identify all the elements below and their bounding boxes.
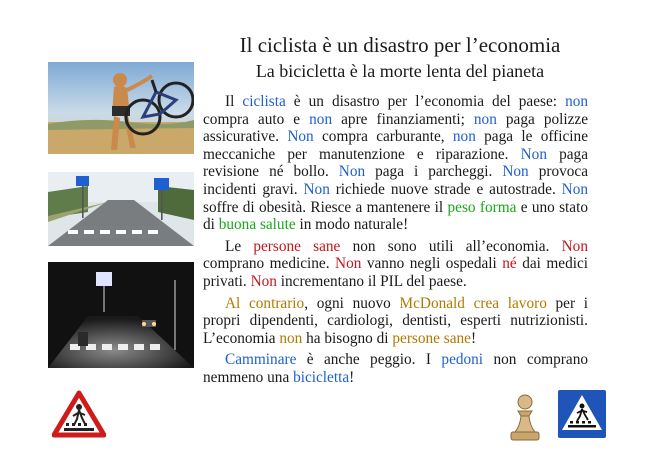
paragraph-4 [203,351,588,386]
chess-pawn-icon [506,392,544,444]
paragraph-1 [203,93,588,234]
text-run: dai medici privati. [203,255,589,290]
highlighted-text: Non [250,272,277,290]
highlighted-text: Non [287,128,314,146]
highlighted-text: Non [335,255,362,273]
highlighted-text: Non [520,145,547,163]
highlighted-text: pedoni [441,351,484,369]
highlighted-text: Non [303,180,330,198]
highlighted-text: non [452,128,476,146]
text-run: compra carburante, [313,128,453,146]
highlighted-text: Non [561,237,588,255]
cyclist-photo [48,62,194,154]
text-run: è un disastro per l’economia del paese: [285,93,566,110]
highlighted-text: persone sane [253,237,341,255]
text-run: vanno negli ospedali [361,255,503,273]
highlighted-text: McDonald crea lavoro [399,294,547,312]
highlighted-text: peso forma [447,198,517,216]
highlighted-text: Camminare [225,351,297,369]
text-run: apre finanziamenti; [332,110,474,128]
pedestrian-crossing-warning-icon [52,390,106,438]
text-run: paga i parcheggi. [365,163,503,181]
highlighted-text: né [502,255,517,273]
highlighted-text: Non [338,163,366,181]
highlighted-text: Non [561,180,588,198]
night-crossing-photo [48,262,194,368]
text-run: Il [225,93,243,110]
highlighted-text: persone sane [392,329,471,347]
text-run: e uno stato di [203,198,588,234]
pedestrian-crossing-sign-icon [556,388,608,440]
highlighted-text: non [309,110,333,128]
text-run: paga le officine meccaniche per manutenzione e riparazione. [203,128,588,163]
highlighted-text: non [565,93,589,110]
text-run: in modo naturale! [295,216,409,234]
text-run: , ogni nuovo [304,294,400,312]
paragraph-3 [203,295,588,348]
road-crossing-photo [48,172,194,246]
highlighted-text: Al contrario [225,294,305,312]
page-subtitle: La bicicletta è la morte lenta del pianeta [255,61,545,81]
text-run: paga revisione né bollo. [203,145,588,181]
text-run: non comprano nemmeno una [203,351,588,386]
text-run: non sono utili all’economia. [340,237,562,255]
text-run: ! [470,329,477,347]
highlighted-text: Non [502,163,529,181]
text-run: soffre di obesità. Riesce a mantenere il [203,198,448,216]
highlighted-text: non [279,329,303,347]
text-run: comprano medicine. [203,255,336,273]
text-run: è anche peggio. I [296,351,442,369]
text-run: richiede nuove strade e autostrade. [329,180,562,198]
highlighted-text: buona salute [218,216,296,234]
highlighted-text: bicicletta [293,368,350,386]
text-run: per i propri dipendenti, cardiologi, dentisti, esperti nutrizionisti. L’economia [203,294,588,347]
highlighted-text: ciclista [242,93,286,110]
article-body [203,93,588,391]
text-run: Le [225,237,254,255]
text-run: compra auto e [203,110,310,128]
paragraph-2 [203,238,588,291]
text-run: ha bisogno di [302,329,393,347]
text-run: paga polizze assicurative. [203,110,588,146]
highlighted-text: non [473,110,497,128]
page-title: Il ciclista è un disastro per l’economia [239,33,561,57]
text-run: ! [349,368,355,386]
text-run: incrementano il PIL del paese. [276,272,467,290]
text-run: provoca incidenti gravi. [203,163,588,198]
